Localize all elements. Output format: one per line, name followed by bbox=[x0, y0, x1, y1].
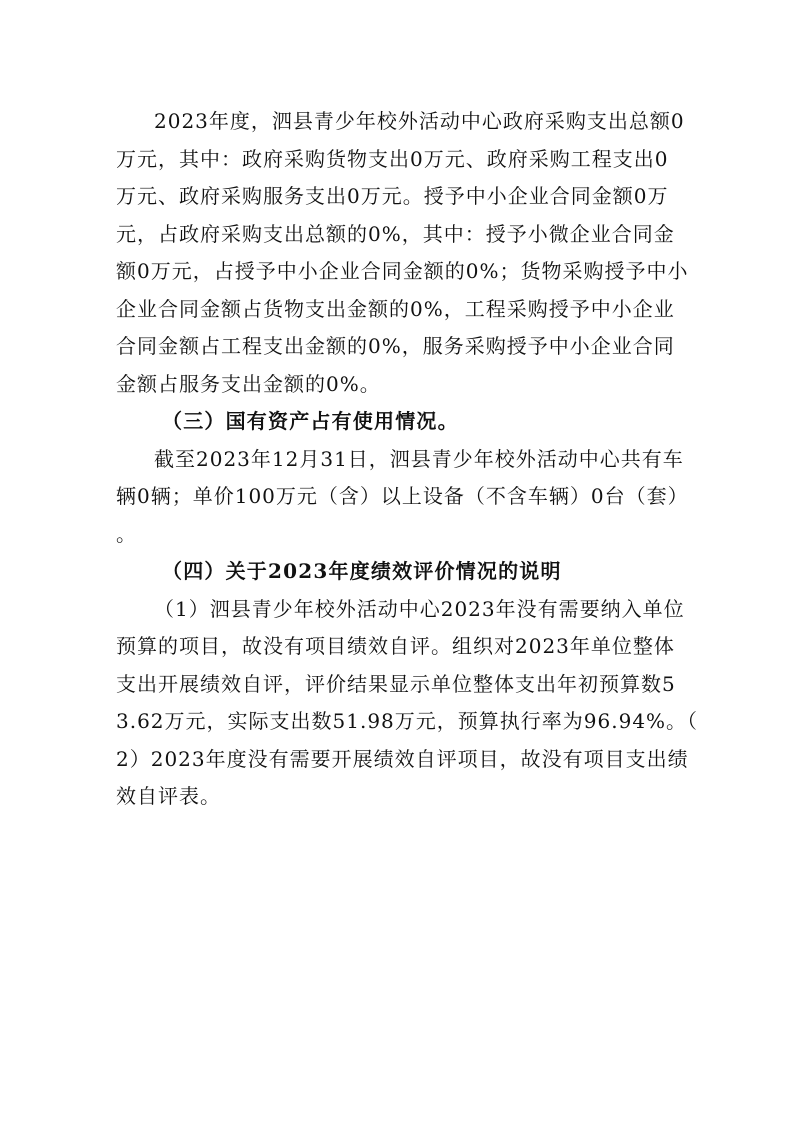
performance-line: 预算的项目，故没有项目绩效自评。组织对2023年单位整体 bbox=[116, 634, 675, 658]
performance-line: 3.62万元，实际支出数51.98万元，预算执行率为96.94%。（ bbox=[116, 709, 699, 733]
procurement-paragraph bbox=[116, 103, 689, 403]
procurement-line: 元，占政府采购支出总额的0%，其中：授予小微企业合同金 bbox=[116, 221, 675, 246]
procurement-line: 合同金额占工程支出金额的0%，服务采购授予中小企业合同 bbox=[116, 334, 675, 358]
performance-line: 效自评表。 bbox=[116, 784, 221, 808]
assets-line: 。 bbox=[116, 521, 137, 546]
assets-line: 辆0辆；单价100万元（含）以上设备（不含车辆）0台（套） bbox=[116, 484, 689, 508]
performance-line: 2）2023年度没有需要开展绩效自评项目，故没有项目支出绩 bbox=[116, 746, 689, 771]
performance-line: （1）泗县青少年校外活动中心2023年没有需要纳入单位 bbox=[154, 596, 685, 621]
document-body bbox=[116, 103, 699, 816]
assets-line: 截至2023年12月31日，泗县青少年校外活动中心共有车 bbox=[154, 446, 684, 471]
performance-paragraph bbox=[116, 591, 699, 816]
procurement-line: 2023年度，泗县青少年校外活动中心政府采购支出总额0 bbox=[154, 109, 685, 133]
procurement-line: 万元、政府采购服务支出0万元。授予中小企业合同金额0万 bbox=[116, 184, 669, 208]
procurement-line: 企业合同金额占货物支出金额的0%，工程采购授予中小企业 bbox=[116, 296, 675, 321]
assets-heading: （三）国有资产占有使用情况。 bbox=[162, 409, 459, 433]
procurement-line: 金额占服务支出金额的0%。 bbox=[116, 371, 381, 396]
procurement-line: 万元，其中：政府采购货物支出0万元、政府采购工程支出0 bbox=[116, 146, 669, 171]
procurement-line: 额0万元，占授予中小企业合同金额的0%；货物采购授予中小 bbox=[116, 259, 689, 283]
assets-paragraph bbox=[116, 441, 689, 554]
performance-heading: （四）关于2023年度绩效评价情况的说明 bbox=[162, 559, 562, 583]
performance-line: 支出开展绩效自评，评价结果显示单位整体支出年初预算数5 bbox=[116, 671, 676, 696]
